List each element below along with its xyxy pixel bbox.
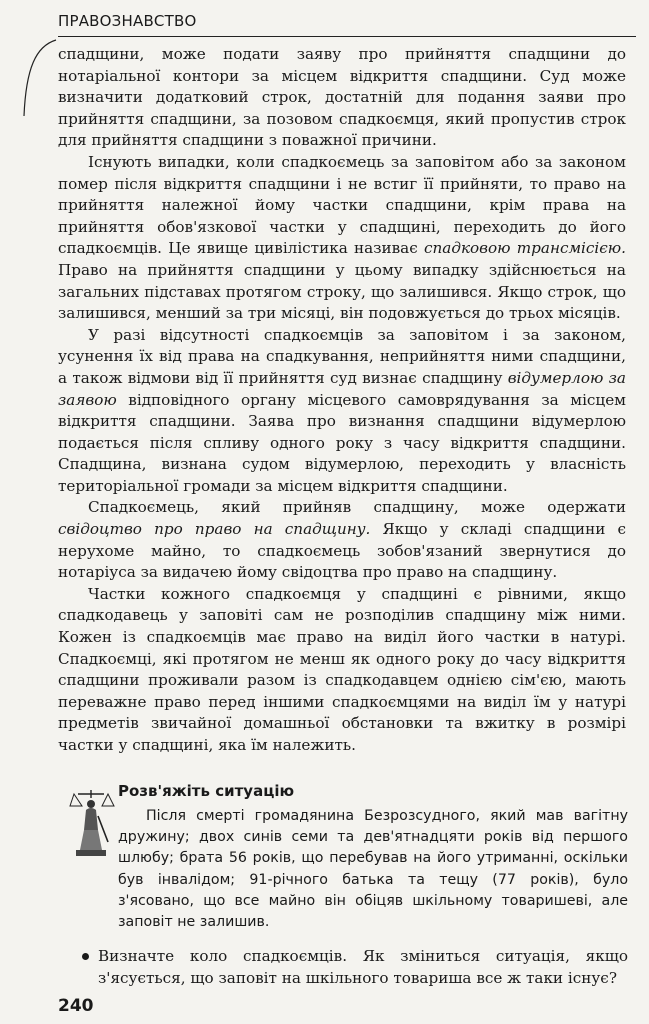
page-number: 240 [58,996,94,1016]
text-segment: Частки кожного спадкоємця у спадщині є рівними, якщо спадкодавець у заповіті сам не розподілив спадщину між ними. Кожен із спадкоємців має право на виділ його частки в натурі. Спадкоємці, які протягом не менш як одного року до часу відкриття спадщини проживали разом із спадкодавцем однією сім'єю, мають переважне право перед іншими спадкоємцями на виділ їм у натурі предметів звичайної домашньої обстановки та вжитку в розмірі частки у спадщині, яка їм належить. [58,584,626,754]
paragraph-1 [58,44,626,152]
themis-statue-icon [64,786,118,860]
italic-term: відумерлою за заявою [58,368,626,409]
text-segment: Якщо у складі спадщини є нерухоме майно, то спадкоємець зобов'язаний звернутися до нотаріуса за видачею йому свідоцтва про право на спадщину. [58,520,626,582]
task-question [80,946,628,989]
paragraph-3 [58,325,626,498]
text-segment: відповідного органу місцевого самоврядування за місцем відкриття спадщини. Заява про визнання спадщини відумерлою подається після спливу одного року з часу відкриття спадщини. Спадщина, визнана судом відумерлою, переходить у власність територіальної громади за місцем відкриття спадщини. [58,390,626,495]
text-segment: Спадкоємець, який прийняв спадщину, може одержати [88,498,626,517]
paragraph-2 [58,152,626,325]
margin-curve-decoration [18,38,58,118]
text-segment: спадщини, може подати заяву про прийняття спадщини до нотаріальної контори за місцем відкриття спадщини. Суд може визначити додатковий строк, достатній для подання заяви про прийняття спадщини, за позовом спадкоємця, який пропустив строк для прийняття спадщини з поважної причини. [58,45,626,150]
header-rule [58,36,636,37]
text-segment: У разі відсутності спадкоємців за заповітом і за законом, усунення їх від права на спадкування, неприйняття ними спадщини, а також відмови від її прийняття суд визнає спадщину [58,325,626,387]
italic-term: свідоцтво про право на спадщину. [58,520,371,539]
situation-text: Після смерті громадянина Безрозсудного, який мав вагітну дружину; двох синів семи та дев'ятнадцяти років від першого шлюбу; брата 56 років, що перебував на його утриманні, оскільки був інвалідом; 91-річного батька та тещу (77 років), було з'ясовано, що все майно він обіцяв шкільному товаришеві, але заповіт не залишив. [118,808,628,931]
text-segment: Право на прийняття спадщини у цьому випадку здійснюється на загальних підставах протягом строку, що залишився. Якщо строк, що залишився, менший за три місяці, він подовжується до трьох місяців. [58,260,626,323]
main-text [58,44,626,757]
text-segment: Існують випадки, коли спадкоємець за заповітом або за законом помер після відкриття спадщини і не встиг її прийняти, то право на прийняття належної йому частки спадщини, крім права на прийняття обов'язкової частки у спадщині, переходить до його спадкоємців. Це явище цивілістика називає [58,152,626,258]
paragraph-4 [58,497,626,583]
italic-term: спадковою трансмісією. [423,239,626,258]
running-header: ПРАВОЗНАВСТВО [58,12,197,30]
task-text: Визначте коло спадкоємців. Як зміниться ситуація, якщо з'ясується, що заповіт на шкільного товариша все ж таки існує? [98,947,628,987]
situation-title: Розв'яжіть ситуацію [118,782,295,800]
paragraph-5 [58,584,626,757]
